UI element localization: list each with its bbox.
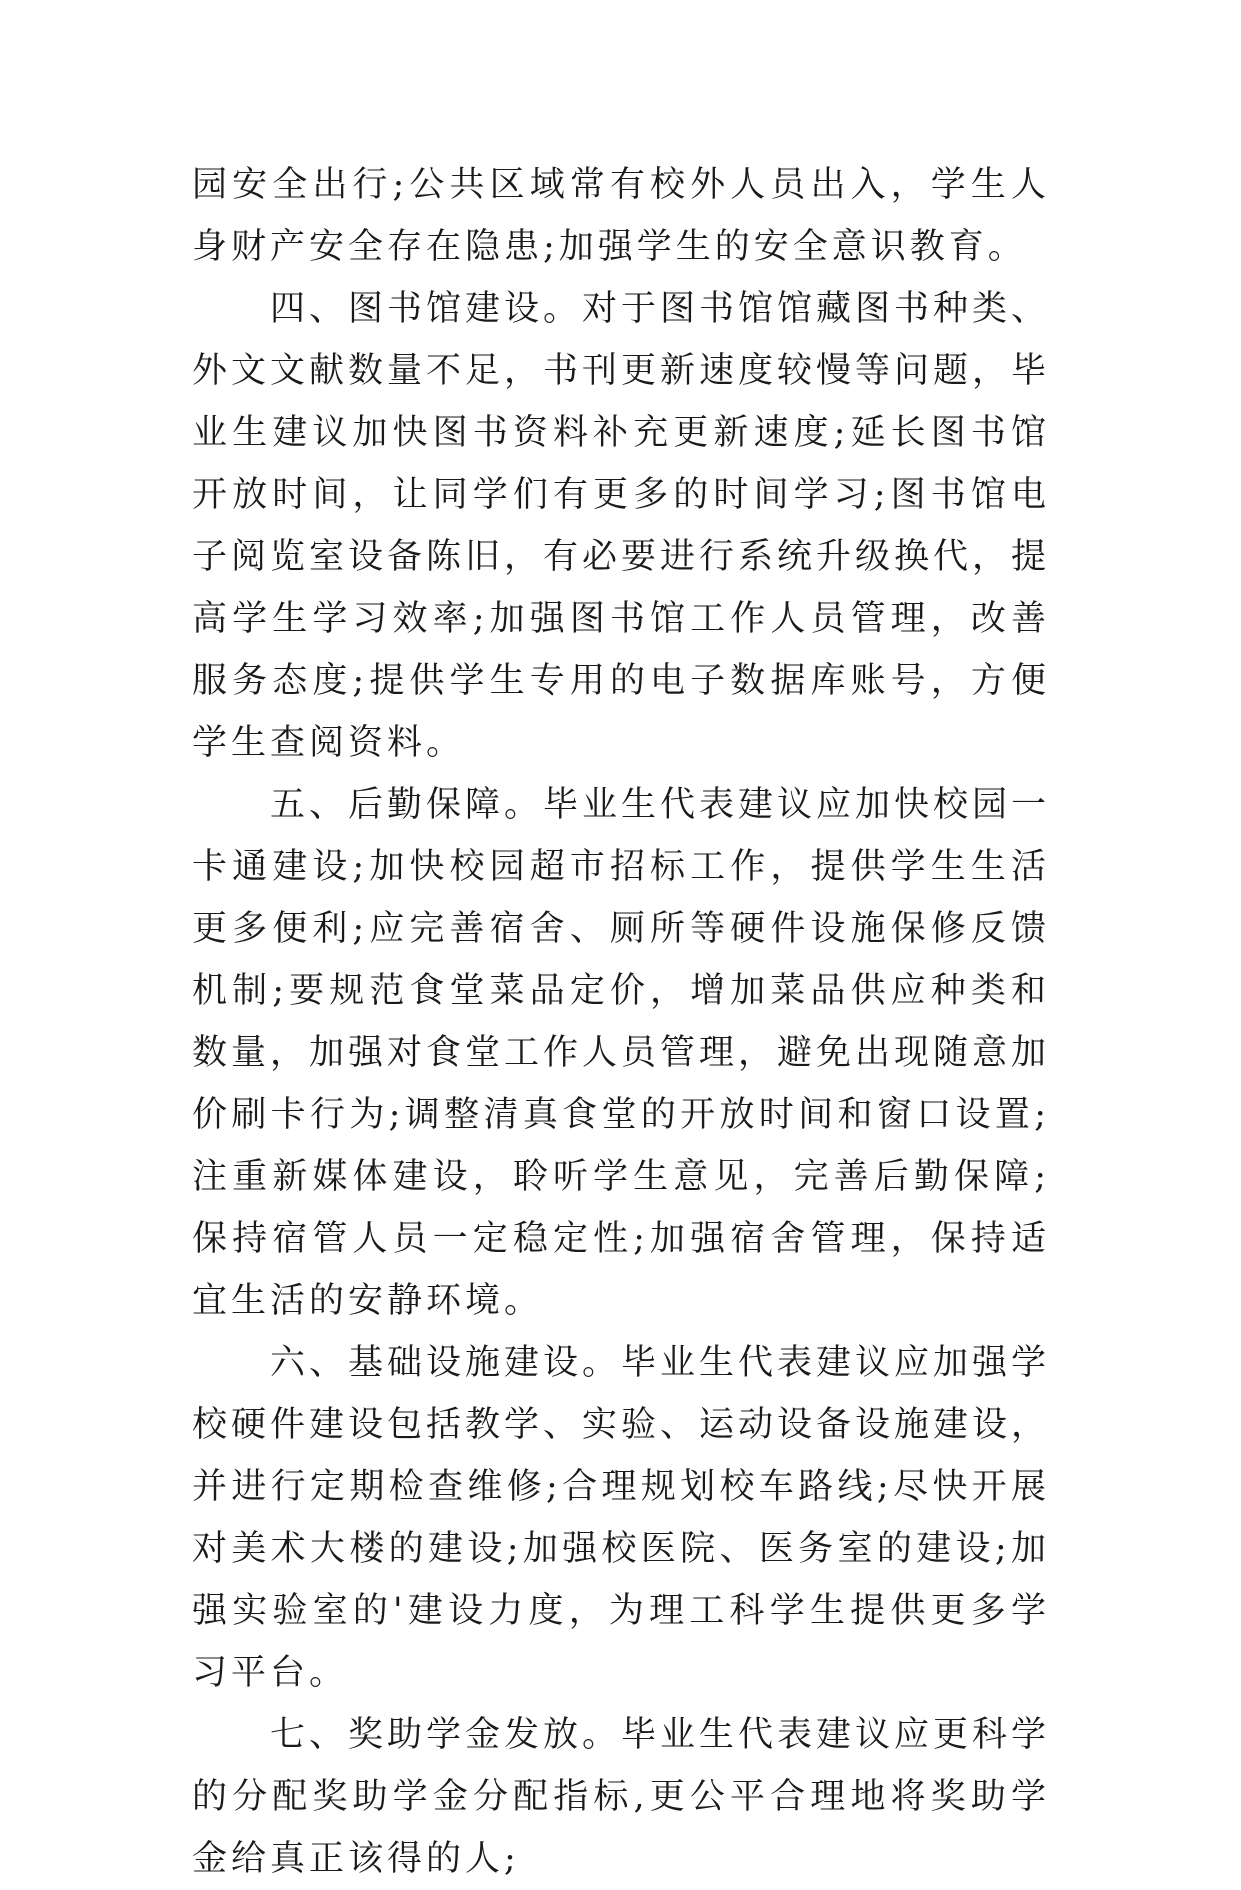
document-body [192, 154, 1050, 1890]
paragraph-scholarship: 七、奖助学金发放。毕业生代表建议应更科学的分配奖助学金分配指标,更公平合理地将奖助学金给真正该得的人; [192, 1715, 1051, 1879]
paragraph-logistics-support: 五、后勤保障。毕业生代表建议应加快校园一卡通建设;加快校园超市招标工作，提供学生生活更多便利;应完善宿舍、厕所等硬件设施保修反馈机制;要规范食堂菜品定价，增加菜品供应种类和数量，加强对食堂工作人员管理，避免出现随意加价刷卡行为;调整清真食堂的开放时间和窗口设置;注重新媒体建设，聆听学生意见，完善后勤保障;保持宿管人员一定稳定性;加强宿舍管理，保持适宜生活的安静环境。 [192, 785, 1051, 1321]
paragraph-library-construction: 四、图书馆建设。对于图书馆馆藏图书种类、外文文献数量不足，书刊更新速度较慢等问题，毕业生建议加快图书资料补充更新速度;延长图书馆开放时间，让同学们有更多的时间学习;图书馆电子阅览室设备陈旧，有必要进行系统升级换代，提高学生学习效率;加强图书馆工作人员管理，改善服务态度;提供学生专用的电子数据库账号，方便学生查阅资料。 [192, 289, 1051, 763]
paragraph-infrastructure: 六、基础设施建设。毕业生代表建议应加强学校硬件建设包括教学、实验、运动设备设施建设，并进行定期检查维修;合理规划校车路线;尽快开展对美术大楼的建设;加强校医院、医务室的建设;加强实验室的'建设力度，为理工科学生提供更多学习平台。 [192, 1343, 1051, 1693]
paragraph-continuation: 园安全出行;公共区域常有校外人员出入，学生人身财产安全存在隐患;加强学生的安全意识教育。 [192, 165, 1050, 267]
